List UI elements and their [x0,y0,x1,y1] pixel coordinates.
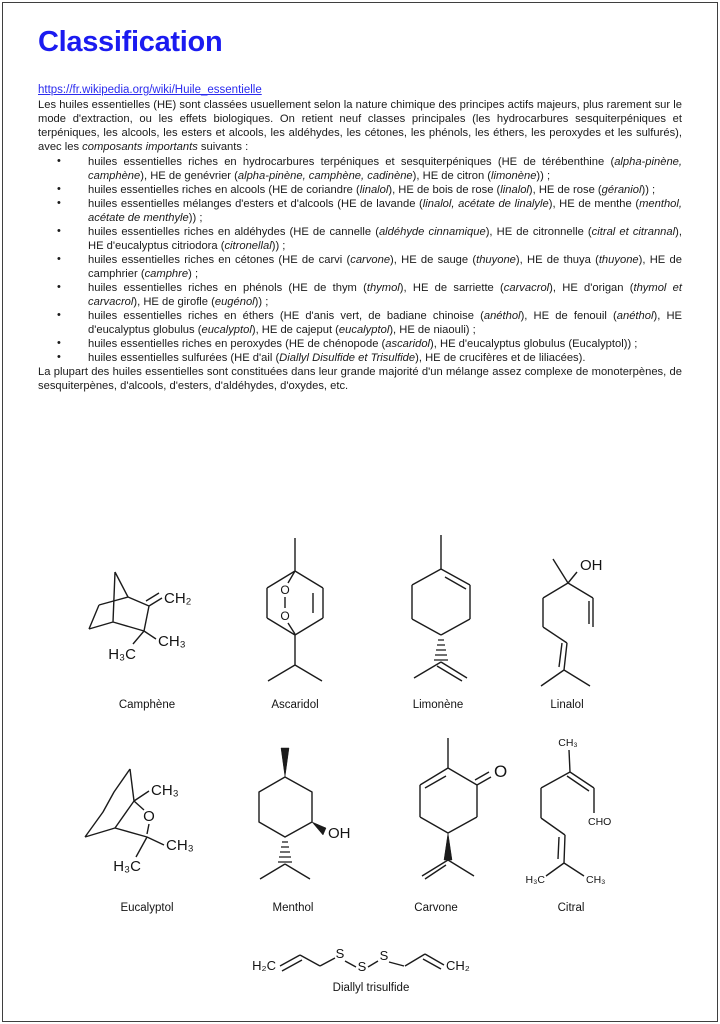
atom-label: O [280,583,290,597]
molecule-caption: Camphène [118,699,176,711]
classification-list [38,155,682,365]
molecule-caption: Ascaridol [271,699,319,711]
molecule-caption: Linalol [550,699,584,711]
text-content [38,0,682,393]
structure-ascaridol [240,528,325,688]
atom-label: S [335,946,345,961]
bullet-marker: • [57,309,61,321]
atom-label: CH₂ [164,590,192,607]
citral-bonds [541,750,594,876]
limonene-bonds [412,535,470,681]
structure-eucalyptol [60,745,200,880]
structure-diallyl-trisulfide [248,940,488,980]
molecule-caption: Diallyl trisulfide [332,982,410,994]
bullet-marker: • [57,351,61,363]
page-title: Classification [38,26,223,58]
wikipedia-link[interactable]: https://fr.wikipedia.org/wiki/Huile_essentielle [38,84,262,96]
bullet-marker: • [57,183,61,195]
atom-label: H₂C [252,958,276,973]
atom-label: OH [580,557,603,574]
molecule-caption: Citral [557,902,585,914]
structure-citral [515,733,615,893]
atom-label: H₃C [108,646,136,663]
structure-limonene [400,530,490,695]
atom-label: CH₃ [158,633,186,650]
atom-label: CH₃ [151,782,179,799]
molecule-caption: Menthol [272,902,314,914]
menthol-bonds [259,748,326,879]
bullet-marker: • [57,281,61,293]
list-item: • huiles essentielles riches en peroxydes (HE de chénopode (ascaridol), HE d'eucalyptus globulus (Eucalyptol)) ; [57,337,638,350]
list-item: • huiles essentielles sulfurées (HE d'ail (Diallyl Disulfide et Trisulfide), HE de crucifères et de liliacées). [57,351,586,364]
atom-label: CH₃ [558,737,578,749]
structure-camphene [80,556,220,686]
carvone-bonds [420,738,491,879]
outro-paragraph: La plupart des huiles essentielles sont constituées dans leur grande majorité d'un mélange assez complexe de monoterpènes, de sesquiterpènes, d'alcools, d'esters, d'aldéhydes, d'oxydes, etc. [38,366,682,392]
list-item: • huiles essentielles riches en hydrocarbures terpéniques et sesquiterpéniques (HE de térébenthine (alpha-pinène, camphène), HE de genévrier (alpha-pinène, camphène, cadinène), HE de citron (limonène)) ; [57,155,682,182]
molecule-caption: Eucalyptol [120,902,174,914]
bullet-marker: • [57,225,61,237]
molecule-caption: Limonène [412,699,464,711]
ascaridol-bonds [267,538,323,681]
atom-label: S [357,959,367,974]
structure-carvone [408,733,513,883]
list-item: • huiles essentielles riches en alcools (HE de coriandre (linalol), HE de bois de rose (linalol), HE de rose (géraniol)) ; [57,183,656,196]
camphene-bonds [89,572,162,644]
atom-label: H₃C [525,874,545,886]
intro-paragraph: Les huiles essentielles (HE) sont classées usuellement selon la nature chimique des principes actifs majeurs, plus rarement sur le mode d'extraction, ou les effets biologiques. On retient neuf classes principales (les hydrocarbures sesquiterpéniques et terpéniques, les alcools, les esters et alcools, les aldéhydes, les cétones, les phénols, les éthers, les peroxydes et les sulfurés), avec les composants importants suivants : [38,99,682,153]
structure-linalol [528,540,613,695]
bullet-marker: • [57,337,61,349]
atom-label: O [494,762,508,781]
list-item: • huiles essentielles mélanges d'esters et d'alcools (HE de lavande (linalol, acétate de linalyle), HE de menthe (menthol, acétate de menthyle)) ; [57,197,682,224]
atom-label: CH₂ [446,958,470,973]
atom-label: CH₃ [586,874,606,886]
atom-label: OH [328,825,351,842]
link-line [38,80,682,98]
linalol-bonds [541,559,593,686]
list-item: • huiles essentielles riches en cétones (HE de carvi (carvone), HE de sauge (thuyone), HE de thuya (thuyone), HE de camphrier (camphre) ; [57,253,682,280]
bullet-marker: • [57,253,61,265]
structure-menthol [255,745,350,895]
atom-label: H₃C [113,858,141,875]
list-item: • huiles essentielles riches en éthers (HE d'anis vert, de badiane chinoise (anéthol), HE de fenouil (anéthol), HE d'eucalyptus globulus (eucalyptol), HE de cajeput (eucalyptol), HE de niaouli) ; [57,309,683,336]
atom-label: O [143,808,155,825]
list-item: • huiles essentielles riches en phénols (HE de thym (thymol), HE de sarriette (carvacrol), HE d'origan (thymol et carvacrol), HE de girofle (eugénol)) ; [57,281,682,308]
atom-label: O [280,609,290,623]
bullet-marker: • [57,197,61,209]
molecule-caption: Carvone [414,902,458,914]
bullet-marker: • [57,155,61,167]
atom-label: S [379,948,389,963]
atom-label: CHO [588,816,612,828]
list-item: • huiles essentielles riches en aldéhydes (HE de cannelle (aldéhyde cinnamique), HE de citronnelle (citral et citrannal), HE d'eucalyptus citriodora (citronellal)) ; [57,225,682,252]
atom-label: CH₃ [166,837,194,854]
